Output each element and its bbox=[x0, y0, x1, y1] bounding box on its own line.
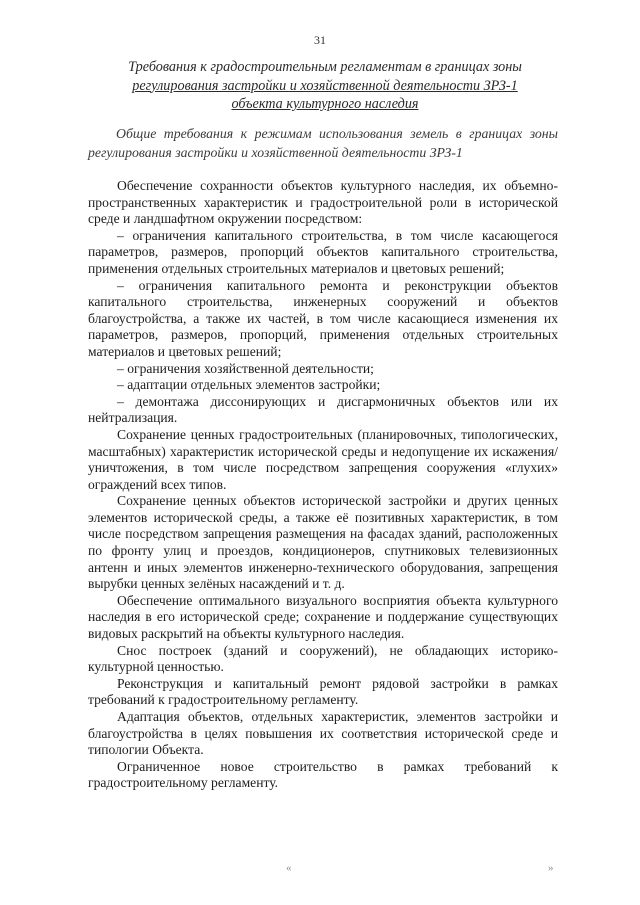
body-text bbox=[88, 178, 558, 792]
paragraph: Реконструкция и капитальный ремонт рядовой застройки в рамках требований к градостроительному регламенту. bbox=[88, 675, 558, 708]
paragraph: Сохранение ценных объектов исторической застройки и других ценных элементов исторической среды, а также её позитивных характеристик, в том числе посредством запрещения размещения на фасадах зданий, расположенных по фронту улиц и проездов, кондиционеров, спутниковых телевизионных антенн и иных элементов инженерно-технического оборудования, запрещения вырубки ценных зелёных насаждений и т. д. bbox=[88, 493, 558, 592]
list-item: – ограничения капитального ремонта и реконструкции объектов капитального строительства, инженерных сооружений и объектов благоустройства, а также их частей, в том числе касающиеся изменения их параметров, размеров, пропорций, применения отдельных строительных материалов и цветовых решений; bbox=[88, 277, 558, 359]
title-line-1: Требования к градостроительным регламентам в границах зоны bbox=[128, 59, 522, 75]
paragraph: Ограниченное новое строительство в рамках требований к градостроительному регламенту. bbox=[88, 758, 558, 791]
footer-mark: « bbox=[286, 862, 292, 874]
title-line-2: регулирования застройки и хозяйственной деятельности ЗРЗ-1 bbox=[132, 77, 518, 94]
footer-marks bbox=[0, 862, 640, 882]
section-title bbox=[110, 58, 540, 114]
page-number: 31 bbox=[314, 33, 326, 47]
section-subtitle: Общие требования к режимам использования земель в границах зоны регулирования застройки и хозяйственной деятельности ЗРЗ-1 bbox=[88, 126, 558, 160]
paragraph: Сохранение ценных градостроительных (планировочных, типологических, масштабных) характеристик исторической среды и недопущение их искажения/уничтожения, в том числе посредством запрещения сооружения «глухих» ограждений всех типов. bbox=[88, 426, 558, 492]
paragraph: Обеспечение сохранности объектов культурного наследия, их объемно-пространственных характеристик и градостроительной роли в исторической среде и ландшафтном окружении посредством: bbox=[88, 178, 558, 227]
list-item: – демонтажа диссонирующих и дисгармоничных объектов или их нейтрализация. bbox=[88, 393, 558, 426]
footer-mark: » bbox=[548, 862, 554, 874]
paragraph: Обеспечение оптимального визуального восприятия объекта культурного наследия в его исторической среде; сохранение и поддержание существующих видовых раскрытий на объекты культурного наследия. bbox=[88, 592, 558, 642]
list-item: – ограничения хозяйственной деятельности; bbox=[117, 360, 374, 376]
paragraph: Снос построек (зданий и сооружений), не обладающих историко-культурной ценностью. bbox=[88, 642, 558, 675]
list-item: – ограничения капитального строительства, в том числе касающегося параметров, размеров, пропорций объектов капитального строительства, применения отдельных строительных материалов и цветовых решений; bbox=[88, 227, 558, 276]
title-line-3: объекта культурного наследия bbox=[231, 96, 419, 112]
list-item: – адаптации отдельных элементов застройки; bbox=[117, 377, 381, 393]
paragraph: Адаптация объектов, отдельных характеристик, элементов застройки и благоустройства в целях повышения их соответствия исторической среде и типологии Объекта. bbox=[88, 709, 558, 758]
